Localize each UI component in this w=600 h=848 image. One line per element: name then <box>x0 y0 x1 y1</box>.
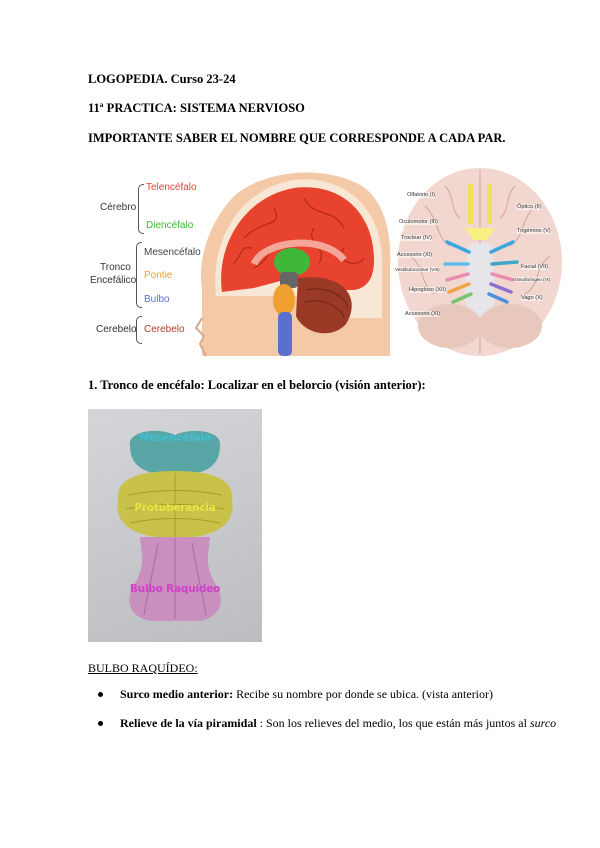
term-surco: Surco medio anterior: <box>120 687 234 701</box>
brace-cerebelo <box>136 316 142 344</box>
sagittal-brain-illustration <box>194 168 392 356</box>
nerve-label-vago: Vago (X) <box>521 295 543 301</box>
part-label-cerebelo: Cerebelo <box>144 324 185 335</box>
course-title: LOGOPEDIA. Curso 23-24 <box>88 72 236 86</box>
bullet-dot <box>98 721 103 726</box>
brainstem-photo <box>88 409 262 642</box>
cranial-nerves-figure <box>395 166 565 358</box>
nerve-label-facial: Facial (VII) <box>521 264 549 270</box>
nerve-label-accesorio-upper: Accesorio (XI) <box>397 252 433 258</box>
group-label-cerebro: Cérebro <box>100 202 137 213</box>
part-label-mesencefalo: Mesencéfalo <box>144 247 201 258</box>
part-label-telencefalo: Telencéfalo <box>146 182 197 193</box>
nerve-label-accesorio-lower: Accesorio (XI) <box>405 311 441 317</box>
bullet-dot <box>98 692 103 697</box>
nerve-label-trigemino: Trigémino (V) <box>517 228 551 234</box>
term-relieve-emph: surco <box>529 716 557 730</box>
brace-cerebro <box>138 184 144 234</box>
term-surco-desc: Recibe su nombre por donde se ubica. (vista anterior) <box>233 687 494 701</box>
part-label-diencefalo: Diencéfalo <box>146 220 194 231</box>
photo-label-protuberancia: Protuberancia <box>134 502 216 514</box>
nerve-label-troclear: Troclear (IV) <box>401 235 432 241</box>
nerve-label-glosofaringeo: Glosofaríngeo (IX) <box>513 277 551 282</box>
group-label-encefalico: Encefálico <box>90 275 137 286</box>
section-1-title: 1. Tronco de encéfalo: Localizar en el belorcio (visión anterior): <box>88 378 426 392</box>
part-label-pontie: Pontie <box>144 270 173 281</box>
nerve-label-olfatorio: Olfatorio (I) <box>407 192 435 198</box>
term-relieve-desc: : Son los relieves del medio, los que están más juntos al <box>256 716 530 730</box>
group-label-tronco: Tronco <box>100 262 131 273</box>
group-label-cerebelo: Cerebelo <box>96 324 137 335</box>
bulbo-section-title: BULBO RAQUÍDEO: <box>88 661 198 675</box>
photo-label-mesencefalo: Mesencéfalo <box>138 432 212 444</box>
nerve-label-vestibulococlear: Vestibulococlear (VIII) <box>395 267 440 272</box>
brace-tronco <box>136 242 142 308</box>
part-label-bulbo: Bulbo <box>144 294 170 305</box>
practice-title: 11ª PRACTICA: SISTEMA NERVIOSO <box>88 101 305 115</box>
nerve-label-optico: Óptico (II) <box>517 204 542 210</box>
important-note: IMPORTANTE SABER EL NOMBRE QUE CORRESPONDE A CADA PAR. <box>88 131 506 145</box>
nerve-label-oculomotor: Oculomotor (III) <box>399 219 438 225</box>
brain-regions-diagram <box>88 168 392 356</box>
nerve-label-hipogloso: Hipogloso (XII) <box>409 287 446 293</box>
photo-label-bulbo: Bulbo Raquídeo <box>129 583 221 595</box>
term-relieve: Relieve de la vía piramidal <box>120 716 257 730</box>
